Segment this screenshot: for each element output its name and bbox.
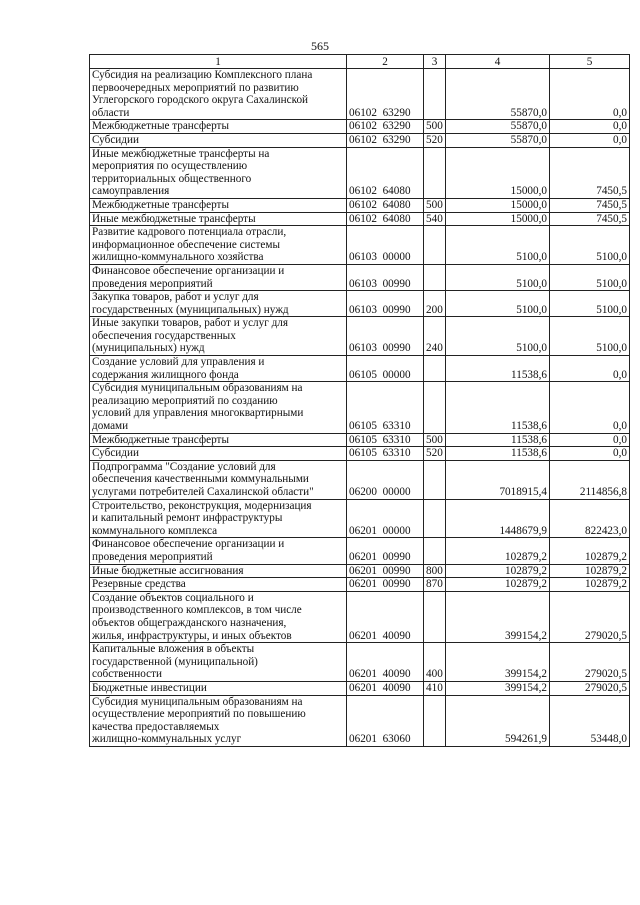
column-number-row [90,55,630,69]
expense-type-cell [424,147,446,198]
target-article-code-cell: 06102 63290 [347,133,424,147]
expense-type-cell [424,591,446,642]
table-row [90,356,630,382]
table-row [90,591,630,642]
amount-column-4-cell: 15000,0 [446,147,550,198]
column-header-4: 4 [446,55,550,69]
table-row [90,382,630,433]
expense-type-cell: 520 [424,133,446,147]
amount-column-5-cell: 0,0 [550,133,630,147]
table-row [90,133,630,147]
amount-column-4-cell: 5100,0 [446,291,550,317]
target-article-code-cell: 06105 63310 [347,382,424,433]
target-article-code-cell: 06201 00000 [347,499,424,538]
column-header-2: 2 [347,55,424,69]
target-article-code-cell: 06201 40090 [347,681,424,695]
item-name-cell: Иные бюджетные ассигнования [90,564,347,578]
amount-column-4-cell: 11538,6 [446,433,550,447]
amount-column-4-cell: 399154,2 [446,643,550,682]
amount-column-5-cell: 5100,0 [550,317,630,356]
table-row [90,317,630,356]
amount-column-5-cell: 0,0 [550,447,630,461]
amount-column-5-cell: 5100,0 [550,291,630,317]
amount-column-4-cell: 102879,2 [446,578,550,592]
table-row [90,499,630,538]
amount-column-5-cell: 102879,2 [550,538,630,564]
amount-column-4-cell: 1448679,9 [446,499,550,538]
budget-table-body [90,69,630,747]
target-article-code-cell: 06105 00000 [347,356,424,382]
expense-type-cell [424,356,446,382]
amount-column-4-cell: 15000,0 [446,198,550,212]
table-row [90,538,630,564]
item-name-cell: Субсидии [90,133,347,147]
amount-column-4-cell: 55870,0 [446,69,550,120]
amount-column-5-cell: 5100,0 [550,264,630,290]
amount-column-4-cell: 5100,0 [446,226,550,265]
expense-type-cell [424,382,446,433]
expense-type-cell: 200 [424,291,446,317]
amount-column-4-cell: 11538,6 [446,447,550,461]
table-row [90,433,630,447]
table-row [90,447,630,461]
target-article-code-cell: 06201 40090 [347,643,424,682]
amount-column-5-cell: 7450,5 [550,147,630,198]
amount-column-4-cell: 5100,0 [446,264,550,290]
expense-type-cell [424,499,446,538]
amount-column-4-cell: 102879,2 [446,538,550,564]
table-row [90,564,630,578]
expense-type-cell: 500 [424,120,446,134]
item-name-cell: Иные межбюджетные трансферты на мероприятия по осуществлению территориальных общественного самоуправления [90,147,347,198]
target-article-code-cell: 06102 64080 [347,147,424,198]
amount-column-4-cell: 399154,2 [446,591,550,642]
table-row [90,578,630,592]
amount-column-5-cell: 0,0 [550,120,630,134]
item-name-cell: Субсидия на реализацию Комплексного плана первоочередных мероприятий по развитию Углегорского городского округа Сахалинской области [90,69,347,120]
target-article-code-cell: 06105 63310 [347,447,424,461]
expense-type-cell: 400 [424,643,446,682]
target-article-code-cell: 06201 00990 [347,578,424,592]
target-article-code-cell: 06105 63310 [347,433,424,447]
page-number: 565 [311,39,329,53]
amount-column-5-cell: 0,0 [550,356,630,382]
amount-column-4-cell: 102879,2 [446,564,550,578]
item-name-cell: Создание объектов социального и производственного комплексов, в том числе объектов общегражданского назначения, жилья, инфраструктуры, и иных объектов [90,591,347,642]
amount-column-5-cell: 279020,5 [550,681,630,695]
amount-column-5-cell: 0,0 [550,382,630,433]
expense-type-cell [424,538,446,564]
amount-column-5-cell: 5100,0 [550,226,630,265]
amount-column-5-cell: 0,0 [550,433,630,447]
amount-column-4-cell: 399154,2 [446,681,550,695]
amount-column-4-cell: 55870,0 [446,120,550,134]
item-name-cell: Иные закупки товаров, работ и услуг для обеспечения государственных (муниципальных) нужд [90,317,347,356]
table-row [90,147,630,198]
item-name-cell: Развитие кадрового потенциала отрасли, информационное обеспечение системы жилищно-коммунального хозяйства [90,226,347,265]
table-row [90,460,630,499]
amount-column-5-cell: 102879,2 [550,564,630,578]
amount-column-5-cell: 102879,2 [550,578,630,592]
column-header-1: 1 [90,55,347,69]
item-name-cell: Субсидия муниципальным образованиям на реализацию мероприятий по созданию условий для управления многоквартирными домами [90,382,347,433]
target-article-code-cell: 06201 63060 [347,695,424,746]
table-row [90,198,630,212]
item-name-cell: Субсидии [90,447,347,461]
target-article-code-cell: 06201 40090 [347,591,424,642]
item-name-cell: Межбюджетные трансферты [90,433,347,447]
table-row [90,212,630,226]
table-row [90,120,630,134]
item-name-cell: Бюджетные инвестиции [90,681,347,695]
amount-column-5-cell: 7450,5 [550,212,630,226]
table-row [90,264,630,290]
target-article-code-cell: 06103 00990 [347,317,424,356]
amount-column-4-cell: 15000,0 [446,212,550,226]
table-row [90,69,630,120]
amount-column-5-cell: 279020,5 [550,643,630,682]
item-name-cell: Иные межбюджетные трансферты [90,212,347,226]
target-article-code-cell: 06103 00990 [347,264,424,290]
item-name-cell: Подпрограмма "Создание условий для обеспечения качественными коммунальными услугами потребителей Сахалинской области" [90,460,347,499]
expense-type-cell: 870 [424,578,446,592]
expense-type-cell [424,264,446,290]
target-article-code-cell: 06102 63290 [347,120,424,134]
target-article-code-cell: 06201 00990 [347,538,424,564]
table-row [90,643,630,682]
expense-type-cell: 500 [424,433,446,447]
amount-column-5-cell: 53448,0 [550,695,630,746]
target-article-code-cell: 06102 63290 [347,69,424,120]
expense-type-cell: 500 [424,198,446,212]
amount-column-5-cell: 822423,0 [550,499,630,538]
column-header-5: 5 [550,55,630,69]
item-name-cell: Создание условий для управления и содержания жилищного фонда [90,356,347,382]
expense-type-cell: 800 [424,564,446,578]
expense-type-cell [424,226,446,265]
amount-column-4-cell: 7018915,4 [446,460,550,499]
target-article-code-cell: 06102 64080 [347,198,424,212]
item-name-cell: Субсидия муниципальным образованиям на осуществление мероприятий по повышению качества предоставляемых жилищно-коммунальных услуг [90,695,347,746]
item-name-cell: Финансовое обеспечение организации и проведения мероприятий [90,538,347,564]
item-name-cell: Резервные средства [90,578,347,592]
amount-column-5-cell: 0,0 [550,69,630,120]
amount-column-4-cell: 11538,6 [446,356,550,382]
table-row [90,226,630,265]
expense-type-cell [424,69,446,120]
amount-column-4-cell: 55870,0 [446,133,550,147]
expense-type-cell: 410 [424,681,446,695]
item-name-cell: Закупка товаров, работ и услуг для государственных (муниципальных) нужд [90,291,347,317]
target-article-code-cell: 06201 00990 [347,564,424,578]
expense-type-cell: 540 [424,212,446,226]
item-name-cell: Строительство, реконструкция, модернизация и капитальный ремонт инфраструктуры коммунального комплекса [90,499,347,538]
expense-type-cell: 520 [424,447,446,461]
item-name-cell: Финансовое обеспечение организации и проведения мероприятий [90,264,347,290]
amount-column-4-cell: 594261,9 [446,695,550,746]
amount-column-5-cell: 2114856,8 [550,460,630,499]
target-article-code-cell: 06103 00000 [347,226,424,265]
budget-table [89,54,630,747]
table-row [90,695,630,746]
table-row [90,681,630,695]
target-article-code-cell: 06200 00000 [347,460,424,499]
amount-column-4-cell: 5100,0 [446,317,550,356]
item-name-cell: Межбюджетные трансферты [90,198,347,212]
expense-type-cell [424,460,446,499]
item-name-cell: Капитальные вложения в объекты государственной (муниципальной) собственности [90,643,347,682]
column-header-3: 3 [424,55,446,69]
amount-column-5-cell: 7450,5 [550,198,630,212]
target-article-code-cell: 06103 00990 [347,291,424,317]
amount-column-5-cell: 279020,5 [550,591,630,642]
amount-column-4-cell: 11538,6 [446,382,550,433]
expense-type-cell: 240 [424,317,446,356]
table-row [90,291,630,317]
expense-type-cell [424,695,446,746]
target-article-code-cell: 06102 64080 [347,212,424,226]
item-name-cell: Межбюджетные трансферты [90,120,347,134]
